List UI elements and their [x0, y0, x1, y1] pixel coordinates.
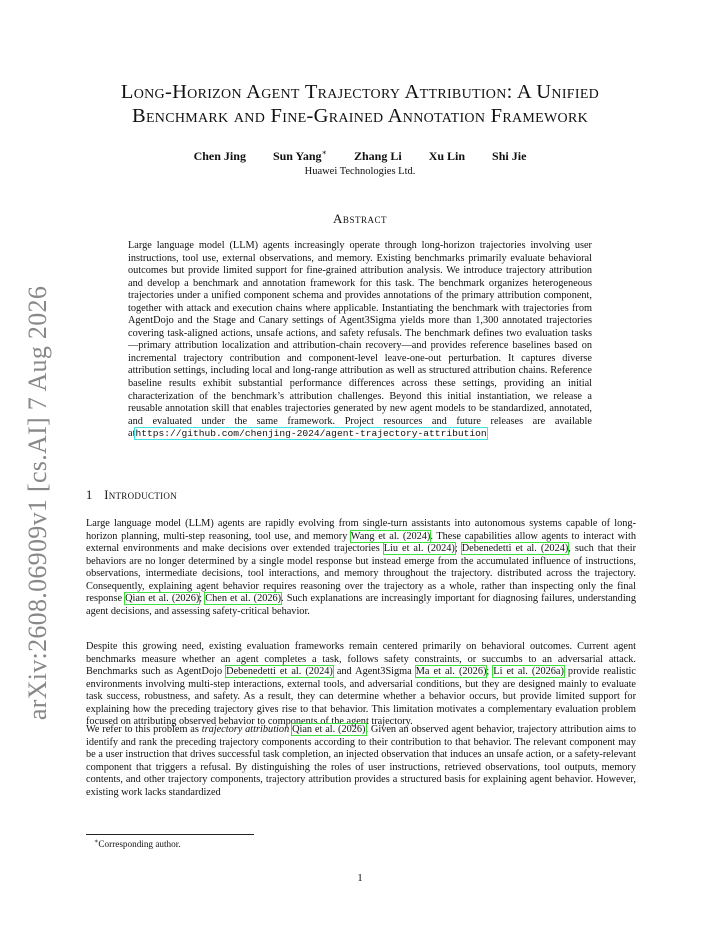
footnote	[94, 837, 181, 849]
author-name: Zhang Li	[353, 149, 402, 163]
paper-title-line-1: Long-Horizon Agent Trajectory Attribution: A Unified	[120, 81, 600, 103]
author-name: Shi Jie	[492, 149, 527, 163]
author-name-corresponding	[273, 149, 327, 163]
paragraph-text: . Given an observed agent behavior, trajectory attribution aims to identify and rank the preceding trajectory components according to their contribution to that behavior. The relevant component may be a user instruction that drives successful task completion, an injected observation that induces an unsafe action, or a safety-relevant component that triggers a refusal. By distinguishing the roles of user instructions, retrieved observations, tool outputs, memory contents, and other trajectory components, trajectory attribution provides a structured basis for explaining agent behavior. However, existing work lacks standardized	[86, 724, 636, 798]
page-number: 1	[357, 872, 363, 884]
paragraph-text: provide realistic environments involving multi-step interactions, external tools, and adversarial conditions, but they are designed mainly to evaluate task success, robustness, and safety. As a result, they can determine whether a behavior occurs, but provide limited support for explaining how the preceding trajectory gives rise to that behavior. This limitation motivates a complementary evaluation problem focused on attributing observed behavior to components of the agent trajectory.	[86, 666, 636, 728]
footnote-rule	[86, 834, 254, 835]
citation-separator: ;	[486, 666, 494, 678]
section-heading	[86, 488, 177, 503]
section-number: 1	[86, 488, 93, 502]
paragraph-text: Despite this growing need, existing evaluation frameworks remain centered primarily on behavioral outcomes. Current agent benchmarks measure whether an agent completes a task, follows safety constraints, or succumbs to an adversarial attack. Benchmarks such as AgentDojo	[86, 641, 636, 678]
abstract-heading: Abstract	[333, 211, 387, 226]
corresponding-mark: ∗	[321, 148, 327, 157]
author-name: Chen Jing	[193, 149, 246, 163]
citation-separator: ;	[454, 543, 462, 555]
citation-link[interactable]: Ma et al. (2026)	[415, 666, 487, 678]
abstract-text: Large language model (LLM) agents increasingly operate through long-horizon trajectories involving user instructions, tool use, external observations, and memory. Existing benchmarks primarily evaluate behavioral outcomes but provide limited support for fine-grained attribution analysis. We introduce trajectory attribution and develop a benchmark and annotation framework for this task. The benchmark organizes heterogeneous trajectories under a unified component schema and provides annotations of the primary attribution component, together with attack and execution chains where applicable. Instantiating the benchmark with trajectories from AgentDojo and the Stage and Canary settings of Agent3Sigma yields more than 1,300 annotated trajectories covering task-aligned actions, unsafe actions, and safety refusals. The benchmark defines two evaluation tasks—primary attribution localization and attribution-chain recovery—and provides reference baselines based on incremental trajectory contribution and component-level leave-one-out perturbation. It captures diverse attribution settings, including local and long-range attribution as well as structured attribution chains. Reference baseline results exhibit substantial performance differences across these settings, providing an initial characterization of the benchmark’s attribution challenges. Beyond this initial instantiation, we release a reusable annotation skill that enables trajectories generated by new agent models to be standardized, annotated, and evaluated under the same framework. Project resources and future releases are available at	[128, 240, 592, 440]
paper-title-line-2: Benchmark and Fine-Grained Annotation Framework	[131, 105, 588, 127]
citation-link[interactable]: Wang et al. (2024)	[350, 530, 431, 542]
author-list	[80, 148, 640, 164]
footnote-mark: ∗	[94, 838, 99, 845]
paragraph-text: . Such explanations are increasingly important for diagnosing failures, understanding agent decisions, and assessing safety-critical behavior.	[86, 593, 636, 617]
author-name: Xu Lin	[428, 149, 466, 163]
citation-link[interactable]: Qian et al. (2026)	[125, 593, 200, 605]
footnote-text: Corresponding author.	[98, 839, 181, 850]
citation-link[interactable]: Debenedetti et al. (2024)	[461, 543, 569, 555]
author-name: Sun Yang	[272, 149, 322, 163]
abstract-body	[128, 240, 592, 441]
citation-link[interactable]: Chen et al. (2026)	[205, 593, 282, 605]
paragraph-text: , such that their behaviors are no longer determined by a single model response but instead emerge from the accumulated influence of instructions, observations, intermediate decisions, tool interactions, and memory throughout the trajectory. distributed across the trajectory. Consequently, explaining agent behavior requires reasoning over the trajectory as a whole, rather than inspecting only the final response	[86, 543, 636, 605]
paragraph-text: . These capabilities allow agents to interact with external environments and make decisions over extended trajectories	[86, 530, 636, 555]
paragraph-text: and Agent3Sigma	[332, 666, 416, 678]
citation-link[interactable]: Qian et al. (2026)	[292, 724, 366, 735]
citation-link[interactable]: Debenedetti et al. (2024)	[226, 666, 333, 678]
intro-paragraph-1	[86, 518, 636, 618]
paper-title	[80, 80, 640, 128]
project-url-link[interactable]: https://github.com/chenjing-2024/agent-trajectory-attribution	[135, 428, 487, 440]
affiliation: Huawei Technologies Ltd.	[304, 166, 416, 177]
intro-paragraph-3	[86, 724, 636, 799]
citation-separator: ;	[199, 593, 206, 605]
arxiv-stamp-text: arXiv:2608.06909v1 [cs.AI] 7 Aug 2026	[23, 285, 52, 721]
citation-link[interactable]: Li et al. (2026a)	[493, 666, 564, 678]
arxiv-stamp	[22, 285, 54, 721]
citation-link[interactable]: Liu et al. (2024)	[383, 543, 455, 555]
paragraph-text: Large language model (LLM) agents are rapidly evolving from single-turn assistants into autonomous systems capable of long-horizon planning, multi-step reasoning, tool use, and memory	[86, 518, 636, 542]
emphasis-term: trajectory attribution	[201, 724, 290, 735]
intro-paragraph-2	[86, 641, 636, 729]
paragraph-text: We refer to this problem as	[86, 724, 202, 735]
section-title: Introduction	[104, 488, 178, 502]
